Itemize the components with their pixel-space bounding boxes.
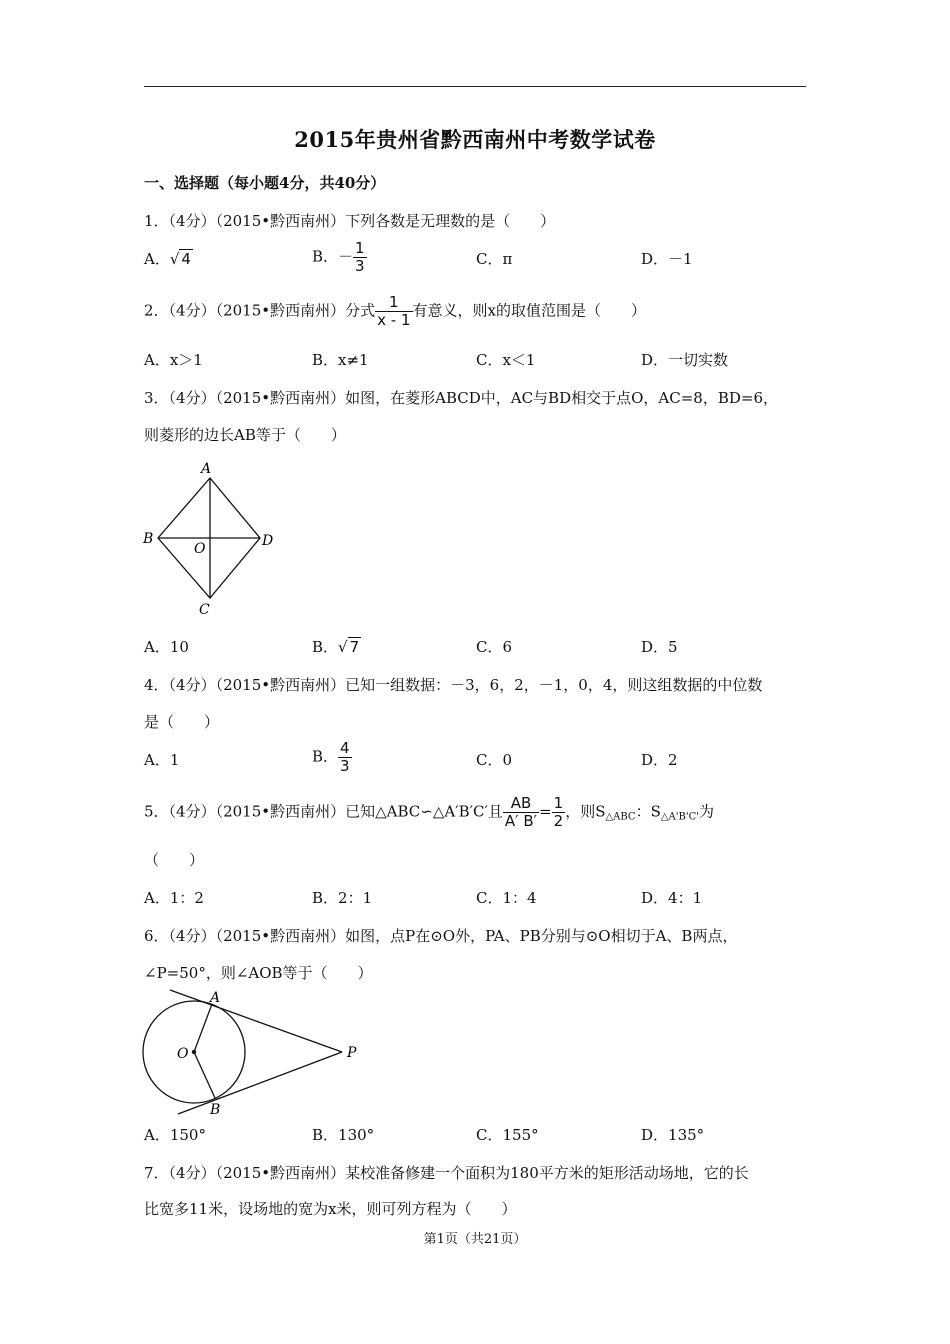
label-o: O <box>177 1046 189 1062</box>
q4-option-c[interactable]: C．0 <box>476 751 513 769</box>
header-rule <box>144 86 806 87</box>
sqrt-symbol: √ 7 <box>338 638 360 656</box>
section-heading: 一、选择题（每小题4分，共40分） <box>144 174 386 192</box>
fraction: $\frac{1}{2}$ <box>553 794 564 830</box>
q2-option-d[interactable]: D．一切实数 <box>641 351 729 369</box>
q5-option-a[interactable]: A．1：2 <box>144 889 204 907</box>
q1-stem: 1．（4分）（2015•黔西南州）下列各数是无理数的是（ ） <box>144 212 556 230</box>
tangent-pb <box>178 1052 342 1114</box>
fraction: $\frac{1}{3}$ <box>355 239 365 275</box>
q6-option-c[interactable]: C．155° <box>476 1126 539 1144</box>
q6-option-b[interactable]: B．130° <box>312 1126 375 1144</box>
q2-stem: 2．（4分）（2015•黔西南州）分式 $\frac{1}{x - 1}$ 有意义，则x的取值范围是（ ） <box>144 293 646 329</box>
q4-stem-line1: 4．（4分）（2015•黔西南州）已知一组数据：－3，6，2，－1，0，4，则这组数据的中位数 <box>144 676 763 694</box>
label-a: A <box>201 461 212 477</box>
q5-stem: 5．（4分）（2015•黔西南州）已知△ABC∽△A′B′C′且 $\frac{AB}{A' B'}$ = $\frac{1}{2}$ ，则$S_{\triangle ABC}$：$S_{\triangle A'B'C'}$为 <box>144 794 715 830</box>
q5-option-d[interactable]: D．4：1 <box>641 889 703 907</box>
q3-option-d[interactable]: D．5 <box>641 638 678 656</box>
label-b: B <box>143 531 154 547</box>
label-o: O <box>194 541 206 557</box>
fraction: $\frac{AB}{A' B'}$ <box>504 794 538 830</box>
q7-stem-line2: 比宽多11米，设场地的宽为x米，则可列方程为（ ） <box>144 1200 517 1218</box>
q4-option-b[interactable]: B． $\frac{4}{3}$ <box>312 739 350 775</box>
q2-option-b[interactable]: B．x≠1 <box>312 351 369 369</box>
q2-option-a[interactable]: A．x＞1 <box>144 351 203 369</box>
q1-option-a[interactable]: A．√ 4 <box>144 250 191 268</box>
q4-option-a[interactable]: A．1 <box>144 751 180 769</box>
q5-option-c[interactable]: C．1：4 <box>476 889 537 907</box>
q6-option-a[interactable]: A．150° <box>144 1126 206 1144</box>
sqrt-symbol: √ 4 <box>169 250 191 268</box>
q3-option-a[interactable]: A．10 <box>144 638 189 656</box>
q1-option-c[interactable]: C．π <box>476 250 513 268</box>
fraction: $\frac{1}{x - 1}$ <box>377 293 411 329</box>
q7-stem-line1: 7．（4分）（2015•黔西南州）某校准备修建一个面积为180平方米的矩形活动场地，它的长 <box>144 1164 749 1182</box>
fraction: $\frac{4}{3}$ <box>340 739 350 775</box>
label-c: C <box>199 602 210 618</box>
rhombus-figure <box>140 458 280 620</box>
q1-option-b[interactable]: B．－ $\frac{1}{3}$ <box>312 239 365 275</box>
tangent-pa <box>170 990 342 1052</box>
q2-option-c[interactable]: C．x＜1 <box>476 351 536 369</box>
label-p: P <box>347 1045 357 1061</box>
label-b: B <box>210 1102 221 1118</box>
q6-option-d[interactable]: D．135° <box>641 1126 705 1144</box>
circle-tangent-figure <box>136 986 372 1120</box>
q6-stem-line1: 6．（4分）（2015•黔西南州）如图，点P在⊙O外，PA、PB分别与⊙O相切于A、B两点， <box>144 927 738 945</box>
q4-option-d[interactable]: D．2 <box>641 751 678 769</box>
radius-oa <box>194 1004 212 1052</box>
q3-stem-line2: 则菱形的边长AB等于（ ） <box>144 426 346 444</box>
q5-stem-line2: （ ） <box>144 851 205 869</box>
page-footer: 第1页（共21页） <box>423 1232 527 1247</box>
q6-stem-line2: ∠P=50°，则∠AOB等于（ ） <box>144 964 373 982</box>
page-title: 2015年贵州省黔西南州中考数学试卷 <box>294 127 656 152</box>
center-dot <box>192 1050 196 1054</box>
q3-option-b[interactable]: B．√ 7 <box>312 638 360 656</box>
q3-option-c[interactable]: C．6 <box>476 638 513 656</box>
radius-ob <box>194 1052 215 1098</box>
q1-option-d[interactable]: D．－1 <box>641 250 693 268</box>
q3-stem-line1: 3．（4分）（2015•黔西南州）如图，在菱形ABCD中，AC与BD相交于点O，AC=8，BD=6， <box>144 389 778 407</box>
q5-option-b[interactable]: B．2：1 <box>312 889 373 907</box>
q4-stem-line2: 是（ ） <box>144 713 220 731</box>
label-d: D <box>262 533 274 549</box>
label-a: A <box>210 990 221 1006</box>
